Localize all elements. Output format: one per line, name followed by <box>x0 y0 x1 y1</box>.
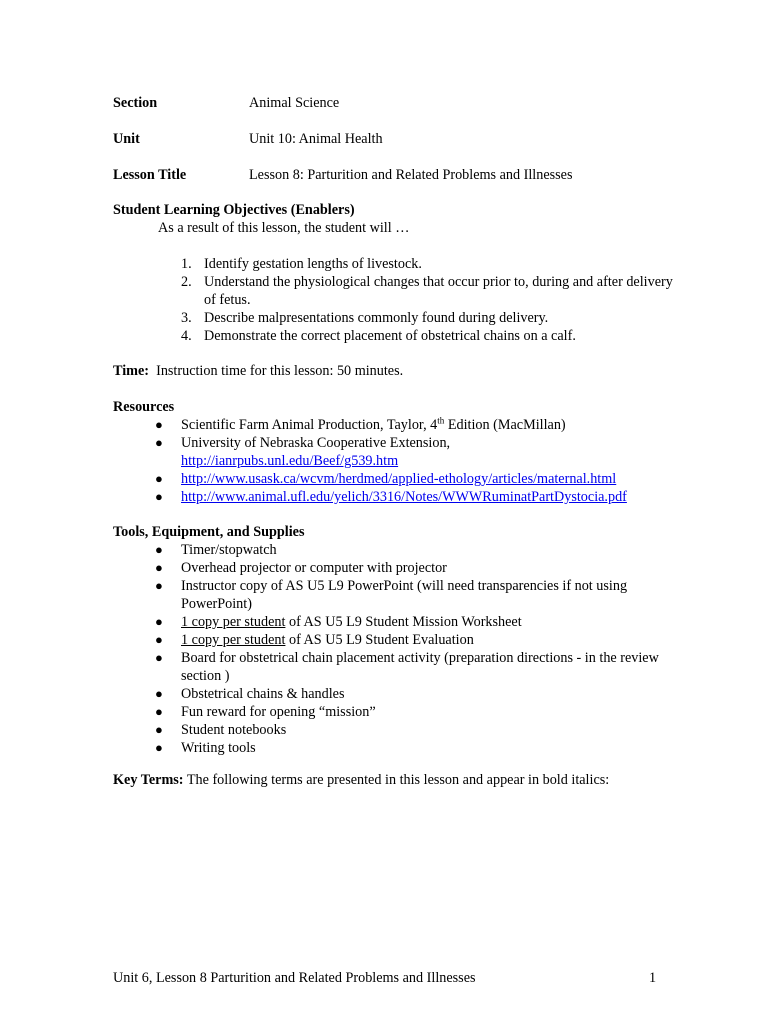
bullet-icon: ● <box>155 542 163 557</box>
resource-text-rest: Edition (MacMillan) <box>444 417 566 433</box>
copy-per-student-text: 1 copy per student <box>181 632 286 648</box>
tools-list <box>113 541 673 757</box>
resource-item <box>113 488 673 506</box>
key-terms-line <box>113 771 609 789</box>
tools-heading: Tools, Equipment, and Supplies <box>113 524 305 540</box>
unit-value: Unit 10: Animal Health <box>249 131 383 147</box>
resource-link-usask[interactable]: http://www.usask.ca/wcvm/herdmed/applied-ethology/articles/maternal.html <box>181 471 617 487</box>
objective-number: 4. <box>181 328 192 344</box>
tool-text: Writing tools <box>181 740 256 756</box>
tool-text: Overhead projector or computer with projector <box>181 560 447 576</box>
bullet-icon: ● <box>155 489 163 504</box>
objective-text: Demonstrate the correct placement of obstetrical chains on a calf. <box>204 328 576 344</box>
resource-superscript: th <box>437 415 445 426</box>
objectives-list <box>113 255 673 345</box>
unit-label: Unit <box>113 131 140 147</box>
resource-text: University of Nebraska Cooperative Extension, <box>181 435 451 451</box>
footer-title: Unit 6, Lesson 8 Parturition and Related Problems and Illnesses <box>113 970 476 986</box>
resource-text: Scientific Farm Animal Production, Taylor, 4 <box>181 417 438 433</box>
resource-item <box>113 470 673 488</box>
time-text: Instruction time for this lesson: 50 minutes. <box>156 363 404 379</box>
section-label: Section <box>113 95 158 111</box>
resources-list <box>113 416 673 506</box>
bullet-icon: ● <box>155 578 163 593</box>
bullet-icon: ● <box>155 722 163 737</box>
tool-item <box>113 685 673 703</box>
objective-number: 3. <box>181 310 192 326</box>
copy-per-student-text: 1 copy per student <box>181 614 286 630</box>
objective-text: Describe malpresentations commonly found during delivery. <box>204 310 549 326</box>
tool-text: Student notebooks <box>181 722 287 738</box>
bullet-icon: ● <box>155 740 163 755</box>
objective-text: Identify gestation lengths of livestock. <box>204 256 422 272</box>
resource-item <box>113 434 673 470</box>
key-terms-text: The following terms are presented in this lesson and appear in bold italics: <box>183 772 610 788</box>
bullet-icon: ● <box>155 560 163 575</box>
bullet-icon: ● <box>155 650 163 665</box>
tool-text: Obstetrical chains & handles <box>181 686 345 702</box>
resource-link-ufl[interactable]: http://www.animal.ufl.edu/yelich/3316/Notes/WWWRuminatPartDystocia.pdf <box>181 489 627 505</box>
resources-heading: Resources <box>113 399 175 415</box>
objectives-intro: As a result of this lesson, the student will … <box>158 220 410 236</box>
objective-item <box>113 327 673 345</box>
key-terms-label: Key Terms: <box>113 772 184 788</box>
tool-item <box>113 559 673 577</box>
tool-item <box>113 631 673 649</box>
tool-item <box>113 649 673 685</box>
tool-text: Instructor copy of AS U5 L9 PowerPoint (will need transparencies if not using PowerPoint) <box>181 578 628 612</box>
tool-item <box>113 721 673 739</box>
tool-text: Board for obstetrical chain placement activity (preparation directions - in the review section ) <box>181 650 659 684</box>
objective-number: 2. <box>181 274 192 290</box>
tool-item <box>113 739 673 757</box>
tool-item <box>113 613 673 631</box>
objective-number: 1. <box>181 256 192 272</box>
bullet-icon: ● <box>155 417 163 432</box>
lesson-title-label: Lesson Title <box>113 167 187 183</box>
tool-text: Fun reward for opening “mission” <box>181 704 376 720</box>
bullet-icon: ● <box>155 435 163 450</box>
objectives-heading: Student Learning Objectives (Enablers) <box>113 202 355 218</box>
bullet-icon: ● <box>155 471 163 486</box>
tool-text: of AS U5 L9 Student Mission Worksheet <box>285 614 522 630</box>
resource-link-unl[interactable]: http://ianrpubs.unl.edu/Beef/g539.htm <box>181 453 399 469</box>
time-line <box>113 362 403 380</box>
tool-text: Timer/stopwatch <box>181 542 277 558</box>
bullet-icon: ● <box>155 704 163 719</box>
objective-text: Understand the physiological changes that occur prior to, during and after delivery of fetus. <box>204 274 673 308</box>
time-label: Time: <box>113 363 149 379</box>
lesson-title-value: Lesson 8: Parturition and Related Problems and Illnesses <box>249 167 573 183</box>
tool-item <box>113 703 673 721</box>
objective-item <box>113 273 673 309</box>
bullet-icon: ● <box>155 632 163 647</box>
bullet-icon: ● <box>155 614 163 629</box>
section-value: Animal Science <box>249 95 340 111</box>
resource-item <box>113 416 673 434</box>
tool-item <box>113 541 673 559</box>
objective-item <box>113 255 673 273</box>
page-number: 1 <box>649 970 657 986</box>
objective-item <box>113 309 673 327</box>
bullet-icon: ● <box>155 686 163 701</box>
tool-text: of AS U5 L9 Student Evaluation <box>285 632 474 648</box>
tool-item <box>113 577 673 613</box>
